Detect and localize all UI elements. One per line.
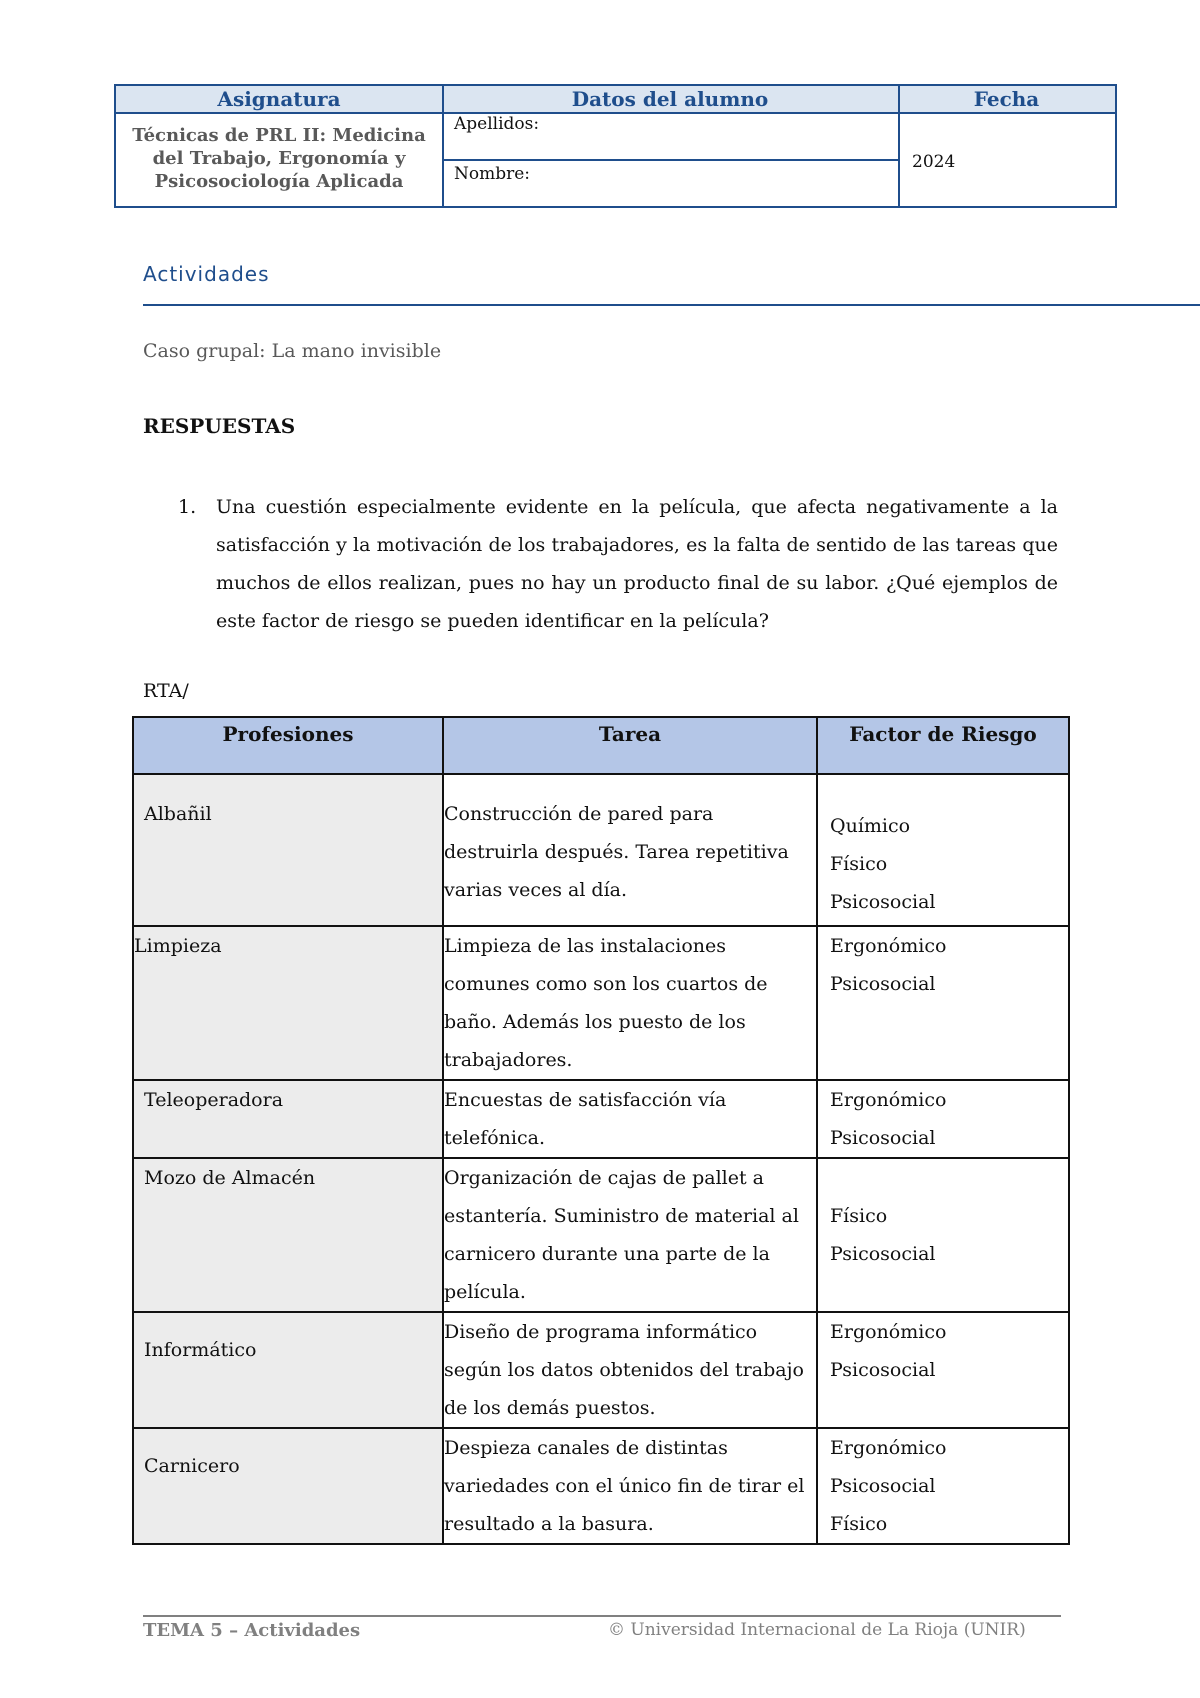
task-line: Limpieza de las instalaciones [444,935,727,957]
risk-cell [817,774,1069,926]
task-cell [443,1312,817,1428]
col-header-tarea: Tarea [443,717,817,774]
risk-table [132,716,1070,1545]
table-row [133,1312,1069,1428]
table-row [133,1080,1069,1158]
header-datos-alumno: Datos del alumno [442,86,898,114]
risk-line: Psicosocial [830,973,936,995]
header-asignatura: Asignatura [116,86,442,114]
task-line: trabajadores. [444,1049,573,1071]
task-cell [443,1428,817,1544]
risk-cell [817,1428,1069,1544]
risk-line: Físico [830,853,888,875]
risk-cell [817,1080,1069,1158]
task-line: de los demás puestos. [444,1397,656,1419]
task-line: según los datos obtenidos del trabajo [444,1359,804,1381]
risk-cell [817,926,1069,1080]
prof-cell: Informático [144,1339,257,1361]
header-fecha: Fecha [898,86,1115,114]
subject-line-3: Psicosociología Aplicada [154,171,404,192]
apellidos-label: Apellidos: [454,114,540,134]
date-value: 2024 [912,152,956,172]
task-line: estantería. Suministro de material al [444,1205,799,1227]
header-table [114,84,1117,208]
subject-name [116,124,442,193]
risk-line: Psicosocial [830,891,936,913]
table-row [133,1158,1069,1312]
task-line: destruirla después. Tarea repetitiva [444,841,789,863]
task-cell [443,1080,817,1158]
table-row [133,1428,1069,1544]
prof-cell: Albañil [144,803,212,825]
task-line: telefónica. [444,1127,545,1149]
question-1 [178,488,1058,640]
nombre-label: Nombre: [454,164,531,184]
rta-label: RTA/ [143,680,189,702]
task-cell [443,774,817,926]
task-line: Encuestas de satisfacción vía [444,1089,727,1111]
task-line: película. [444,1281,526,1303]
task-line: carnicero durante una parte de la [444,1243,770,1265]
subject-line-2: del Trabajo, Ergonomía y [152,148,406,169]
question-text: Una cuestión especialmente evidente en la película, que afecta negativamente a la satisfacción y la motivación de los trabajadores, es la falta de sentido de las tareas que muchos de ellos realizan, pues no hay un producto final de su labor. ¿Qué ejemplos de este factor de riesgo se pueden identificar en la película? [216,496,1058,632]
respuestas-heading: RESPUESTAS [143,414,296,438]
table-row [133,774,1069,926]
question-number: 1. [178,496,197,518]
footer-topic: TEMA 5 – Actividades [143,1620,361,1641]
risk-line: Ergonómico [830,1437,947,1459]
prof-cell: Carnicero [144,1455,240,1477]
risk-line: Físico [830,1205,888,1227]
section-rule [143,304,1200,306]
prof-cell: Teleoperadora [144,1089,284,1111]
table-header-row [133,717,1069,774]
risk-line: Psicosocial [830,1475,936,1497]
prof-cell: Limpieza [134,935,222,957]
risk-line: Psicosocial [830,1359,936,1381]
task-line: comunes como son los cuartos de [444,973,768,995]
task-line: Diseño de programa informático [444,1321,758,1343]
risk-line: Psicosocial [830,1243,936,1265]
task-line: Organización de cajas de pallet a [444,1167,764,1189]
risk-line: Ergonómico [830,1321,947,1343]
task-line: varias veces al día. [444,879,628,901]
footer-rule [143,1615,1061,1617]
task-line: Despieza canales de distintas [444,1437,728,1459]
task-line: baño. Además los puesto de los [444,1011,746,1033]
prof-cell: Mozo de Almacén [144,1167,316,1189]
task-cell [443,1158,817,1312]
risk-line: Físico [830,1513,888,1535]
risk-cell [817,1312,1069,1428]
footer-copyright: © Universidad Internacional de La Rioja (UNIR) [608,1620,1026,1640]
col-header-profesiones: Profesiones [133,717,443,774]
section-title: Actividades [143,262,270,286]
task-line: resultado a la basura. [444,1513,654,1535]
subject-line-1: Técnicas de PRL II: Medicina [132,125,426,146]
risk-line: Psicosocial [830,1127,936,1149]
col-header-factor: Factor de Riesgo [817,717,1069,774]
risk-cell [817,1158,1069,1312]
risk-line: Químico [830,815,911,837]
table-row [133,926,1069,1080]
task-cell [443,926,817,1080]
task-line: variedades con el único fin de tirar el [444,1475,805,1497]
case-title: Caso grupal: La mano invisible [143,340,442,362]
risk-line: Ergonómico [830,1089,947,1111]
task-line: Construcción de pared para [444,803,714,825]
risk-line: Ergonómico [830,935,947,957]
